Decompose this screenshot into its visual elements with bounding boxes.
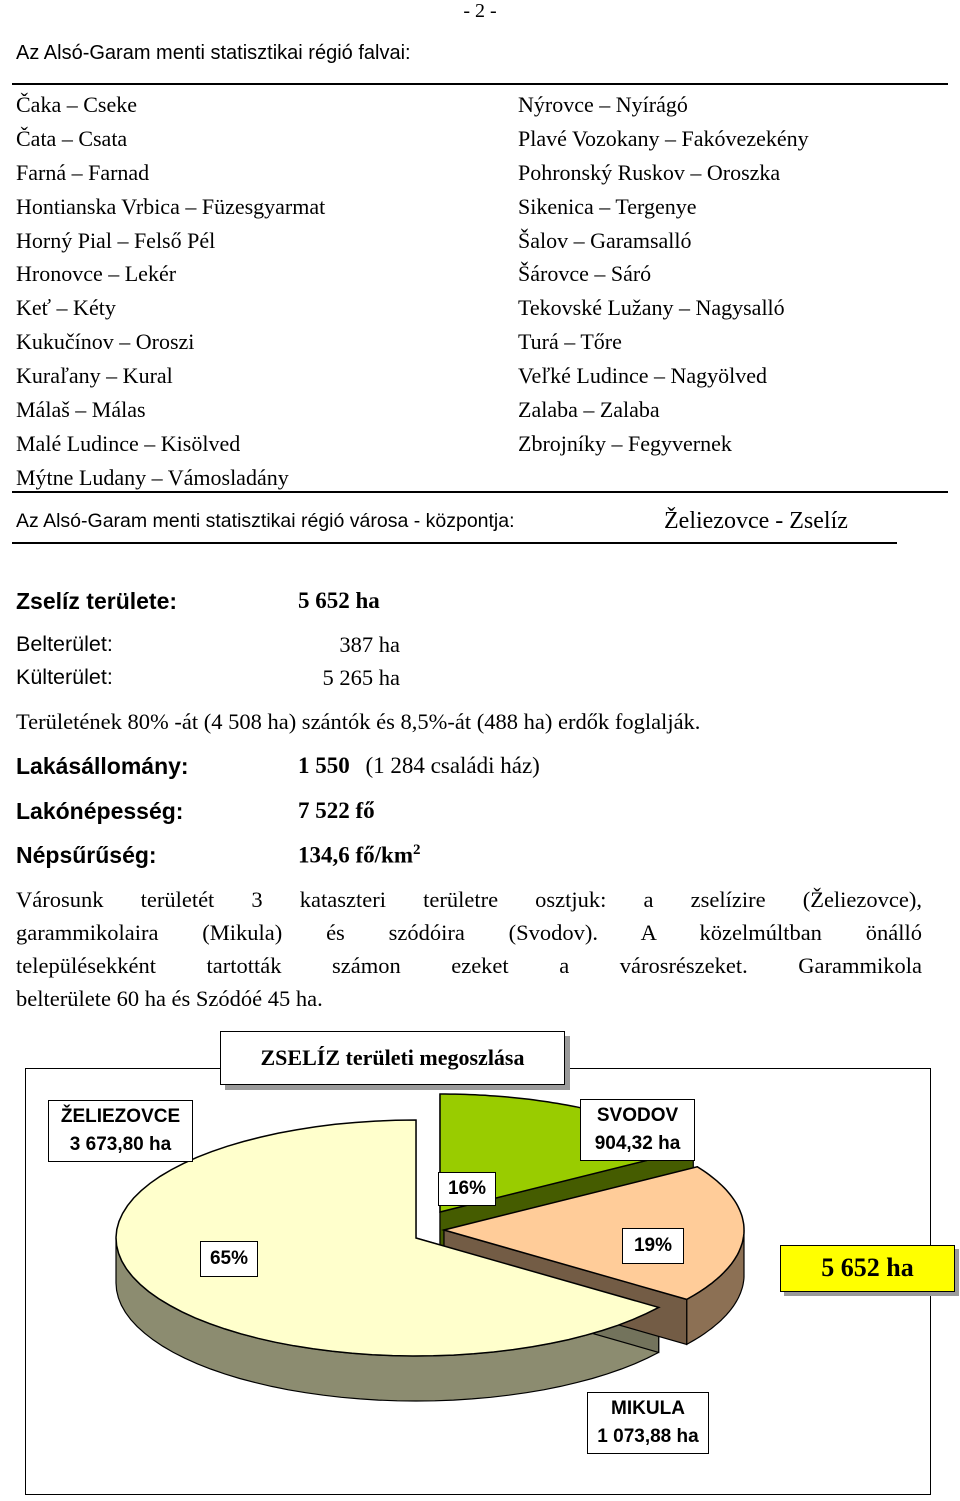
center-label: Az Alsó-Garam menti statisztikai régió városa - központja:: [16, 510, 515, 532]
housing-detail: (1 284 családi ház): [365, 753, 540, 778]
village-item: Zalaba – Zalaba: [518, 397, 660, 423]
villages-right-list: [518, 88, 809, 461]
village-item: Hontianska Vrbica – Füzesgyarmat: [16, 193, 326, 219]
village-item: Nýrovce – Nyírágó: [518, 92, 688, 117]
label-mikula-name: MIKULA: [611, 1398, 685, 1419]
percent-zeliezovce: 65%: [200, 1241, 258, 1277]
chart-title: ZSELÍZ területi megoszlása: [220, 1031, 565, 1085]
percent-svodov: 16%: [438, 1172, 496, 1206]
population-value: 7 522 fő: [298, 798, 375, 823]
village-item: Mýtne Ludany – Vámosladány: [16, 464, 289, 490]
divider: [12, 491, 948, 493]
housing-value: 1 550: [298, 753, 350, 778]
divider: [12, 542, 897, 544]
density-superscript: 2: [413, 842, 421, 858]
village-item: Plavé Vozokany – Fakóvezekény: [518, 125, 809, 151]
village-item: Málaš – Málas: [16, 397, 146, 423]
paragraph-line: garammikolaira (Mikula) és szódóira (Svodov). A közelmúltban önálló: [16, 920, 922, 945]
village-item: Veľké Ludince – Nagyölved: [518, 363, 768, 389]
total-area-badge: 5 652 ha: [780, 1245, 955, 1292]
paragraph-line: településekként tartották számon ezeket a városrészeket. Garammikola: [16, 953, 922, 978]
paragraph-line: belterülete 60 ha és Szódóé 45 ha.: [16, 986, 323, 1011]
density-label: Népsűrűség:: [16, 842, 157, 868]
label-svodov-name: SVODOV: [596, 1105, 679, 1126]
housing-label: Lakásállomány:: [16, 753, 189, 779]
village-item: Šalov – Garamsalló: [518, 227, 692, 253]
village-item: Šárovce – Sáró: [518, 261, 652, 287]
villages-left-list: [16, 88, 325, 495]
village-item: Zbrojníky – Fegyvernek: [518, 430, 732, 456]
village-item: Horný Pial – Felső Pél: [16, 227, 216, 253]
label-zeliezovce: [48, 1100, 193, 1162]
page-number: - 2 -: [463, 0, 497, 22]
center-value: Želiezovce - Zselíz: [664, 508, 848, 534]
inner-area-label: Belterület:: [16, 632, 113, 656]
area-note: Területének 80% -át (4 508 ha) szántók és 8,5%-át (488 ha) erdők foglalják.: [16, 709, 701, 734]
percent-mikula: 19%: [622, 1228, 684, 1264]
village-item: Pohronský Ruskov – Oroszka: [518, 159, 781, 185]
inner-area-value: 387 ha: [339, 632, 400, 657]
area-value: 5 652 ha: [298, 588, 380, 613]
village-item: Tekovské Lužany – Nagysalló: [518, 295, 785, 321]
village-item: Malé Ludince – Kisölved: [16, 430, 241, 456]
village-item: Kukučínov – Oroszi: [16, 329, 195, 355]
paragraph-line: Városunk területét 3 kataszteri területre osztjuk: a zselízire (Želiezovce),: [16, 887, 922, 912]
divider: [12, 83, 948, 85]
village-item: Kuraľany – Kural: [16, 363, 173, 389]
label-mikula: [587, 1392, 709, 1454]
village-item: Turá – Tőre: [518, 329, 622, 355]
village-item: Čaka – Cseke: [16, 92, 137, 117]
outer-area-label: Külterület:: [16, 665, 113, 689]
outer-area-value: 5 265 ha: [322, 665, 400, 690]
village-item: Hronovce – Lekér: [16, 261, 177, 287]
label-zeliezovce-name: ŽELIEZOVCE: [60, 1106, 181, 1127]
label-svodov: [580, 1099, 695, 1161]
population-label: Lakónépesség:: [16, 798, 184, 824]
label-mikula-value: 1 073,88 ha: [597, 1426, 699, 1447]
village-item: Čata – Csata: [16, 125, 128, 151]
label-zeliezovce-value: 3 673,80 ha: [69, 1134, 172, 1155]
village-item: Farná – Farnad: [16, 159, 150, 185]
density-value: 134,6 fő/km: [298, 842, 413, 868]
label-svodov-value: 904,32 ha: [594, 1133, 681, 1154]
villages-title: Az Alsó-Garam menti statisztikai régió falvai:: [16, 42, 411, 64]
village-item: Keť – Kéty: [16, 295, 116, 321]
village-item: Sikenica – Tergenye: [518, 193, 697, 219]
area-label: Zselíz területe:: [16, 588, 178, 614]
